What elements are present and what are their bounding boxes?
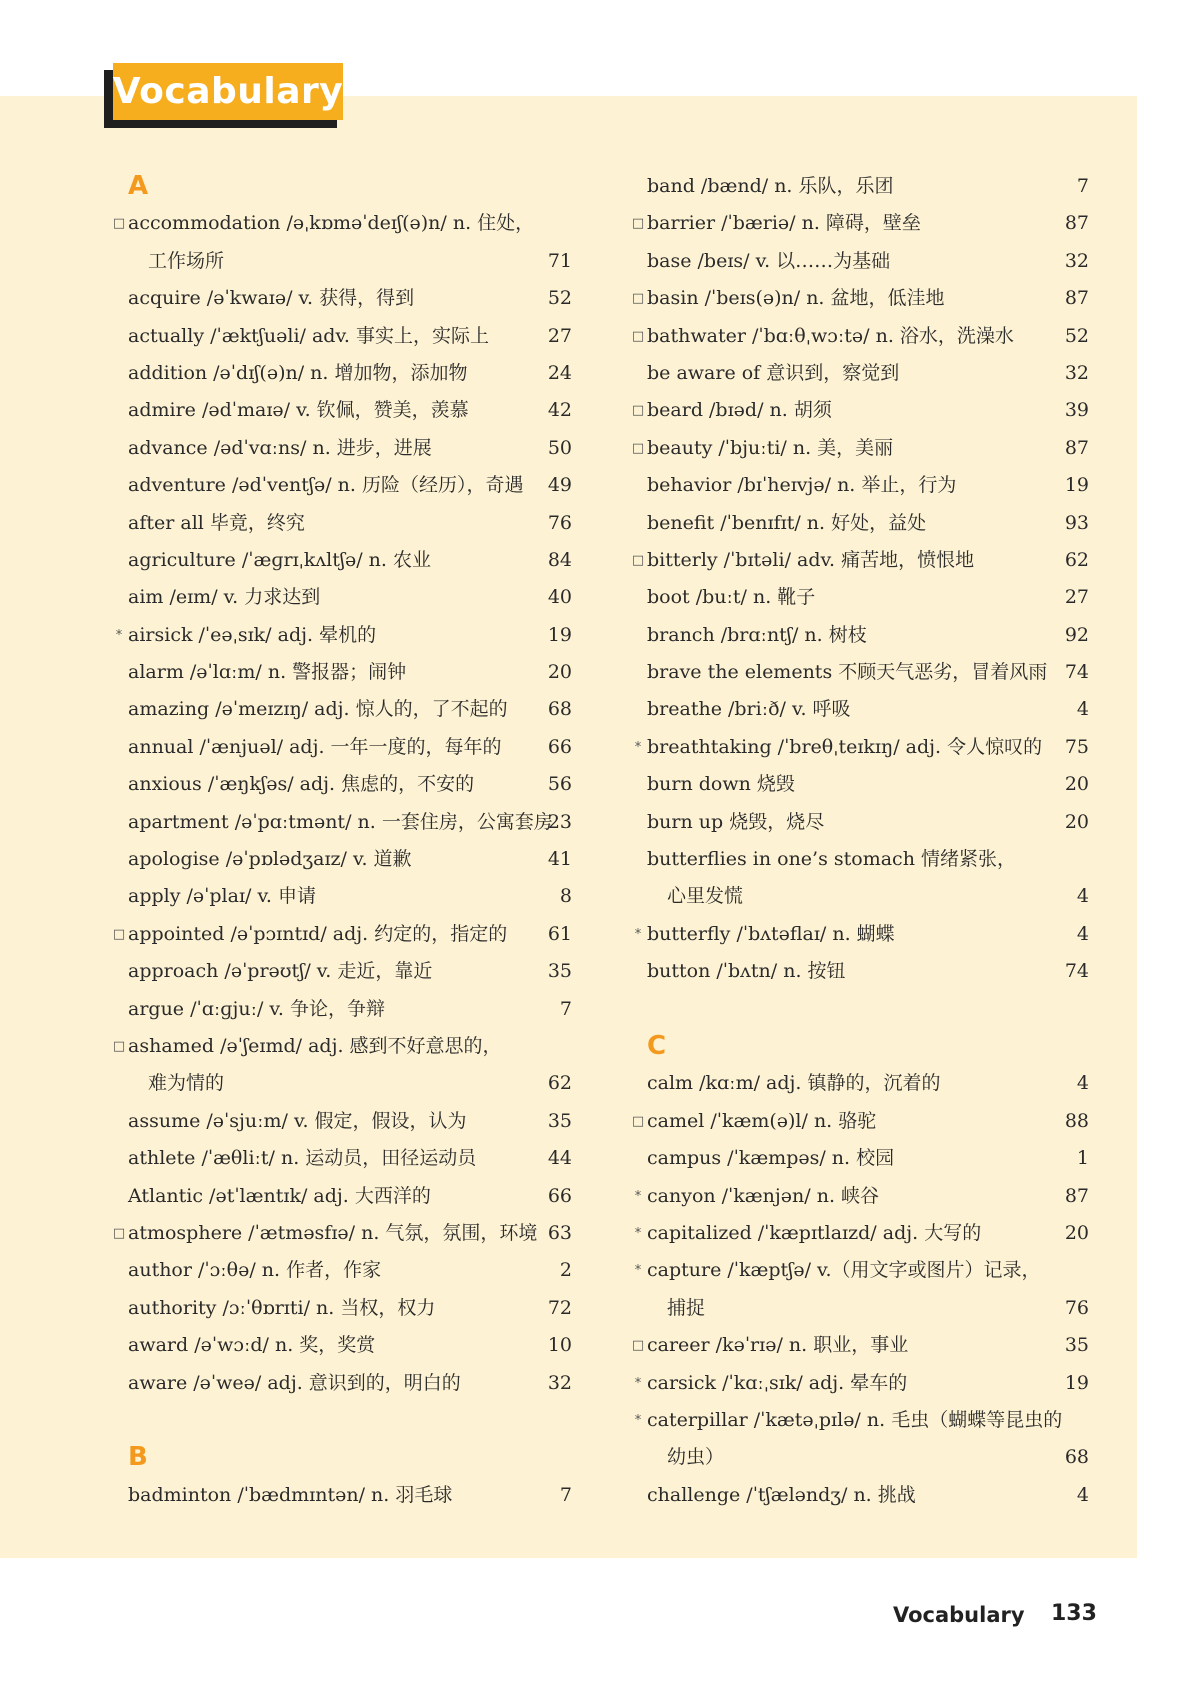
square-marker-icon: □ xyxy=(631,291,645,307)
entry-page-number: 35 xyxy=(547,1109,572,1132)
vocabulary-entry xyxy=(112,1477,572,1514)
vocabulary-entry xyxy=(631,1252,1089,1289)
entry-text: atmosphere /ˈætməsfɪə/ n. 气氛，氛围，环境 xyxy=(128,1221,538,1244)
entry-text: adventure /ədˈventʃə/ n. 历险（经历），奇遇 xyxy=(128,474,524,497)
entry-page-number: 20 xyxy=(1064,810,1089,833)
entry-page-number: 4 xyxy=(1076,885,1089,908)
page-title: Vocabulary xyxy=(112,71,344,112)
entry-text: canyon /ˈkænjən/ n. 峡谷 xyxy=(647,1184,880,1207)
vocabulary-entry xyxy=(112,878,572,915)
entry-page-number: 20 xyxy=(1064,773,1089,796)
vocabulary-entry xyxy=(112,542,572,579)
vocabulary-entry xyxy=(112,505,572,542)
vocabulary-entry xyxy=(631,1327,1089,1364)
entry-text: 幼虫） xyxy=(667,1446,725,1469)
vocabulary-entry xyxy=(112,729,572,766)
vocabulary-entry xyxy=(112,691,572,728)
vocabulary-entry xyxy=(112,1365,572,1402)
entry-page-number: 74 xyxy=(1064,960,1089,983)
vocabulary-entry xyxy=(112,654,572,691)
entry-page-number: 42 xyxy=(547,399,572,422)
section-letter: C xyxy=(647,1030,667,1061)
entry-page-number: 68 xyxy=(1064,1446,1089,1469)
square-marker-icon: □ xyxy=(631,1338,645,1354)
entry-page-number: 4 xyxy=(1076,1483,1089,1506)
entry-text: actually /ˈæktʃuəli/ adv. 事实上，实际上 xyxy=(128,324,490,347)
square-marker-icon: □ xyxy=(112,1038,126,1054)
vocabulary-entry xyxy=(112,1103,572,1140)
entry-text: capitalized /ˈkæpɪtlaɪzd/ adj. 大写的 xyxy=(647,1221,982,1244)
entry-text: addition /əˈdɪʃ(ə)n/ n. 增加物，添加物 xyxy=(128,361,468,384)
entry-page-number: 93 xyxy=(1064,511,1089,534)
entry-page-number: 41 xyxy=(547,848,572,871)
entry-text: amazing /əˈmeɪzɪŋ/ adj. 惊人的，了不起的 xyxy=(128,698,508,721)
section-letter: A xyxy=(128,171,149,201)
section-letter: B xyxy=(128,1442,148,1473)
entry-text: challenge /ˈtʃæləndʒ/ n. 挑战 xyxy=(647,1483,916,1506)
vocabulary-entry xyxy=(631,542,1089,579)
entry-page-number: 35 xyxy=(547,960,572,983)
vocabulary-entry xyxy=(631,243,1089,280)
vocabulary-entry xyxy=(112,953,572,990)
entry-text: authority /ɔːˈθɒrɪti/ n. 当权，权力 xyxy=(128,1296,436,1319)
entry-page-number: 68 xyxy=(547,698,572,721)
entry-page-number: 7 xyxy=(559,997,572,1020)
entry-text: 难为情的 xyxy=(148,1072,225,1095)
square-marker-icon: □ xyxy=(112,926,126,942)
entry-text: be aware of 意识到，察觉到 xyxy=(647,361,900,384)
vocabulary-entry xyxy=(631,168,1089,205)
vocabulary-entry xyxy=(112,280,572,317)
entry-page-number: 39 xyxy=(1064,399,1089,422)
entry-text: breathtaking /ˈbreθˌteɪkɪŋ/ adj. 令人惊叹的 xyxy=(647,735,1043,758)
entry-page-number: 87 xyxy=(1064,1184,1089,1207)
entry-text: 心里发慌 xyxy=(667,885,744,908)
entry-text: campus /ˈkæmpəs/ n. 校园 xyxy=(647,1147,895,1170)
vocabulary-entry xyxy=(112,430,572,467)
vocabulary-entry xyxy=(631,916,1089,953)
entry-text: behavior /bɪˈheɪvjə/ n. 举止，行为 xyxy=(647,474,957,497)
entry-page-number: 72 xyxy=(547,1296,572,1319)
vocabulary-entry xyxy=(112,916,572,953)
entry-page-number: 27 xyxy=(547,324,572,347)
square-marker-icon: □ xyxy=(631,216,645,232)
entry-text: beauty /ˈbjuːti/ n. 美，美丽 xyxy=(647,436,894,459)
entry-text: band /bænd/ n. 乐队，乐团 xyxy=(647,175,894,197)
entry-page-number: 19 xyxy=(547,623,572,646)
entry-text: apply /əˈplaɪ/ v. 申请 xyxy=(128,885,317,908)
entry-text: ashamed /əˈʃeɪmd/ adj. 感到不好意思的， xyxy=(128,1034,502,1057)
vocabulary-entry xyxy=(631,617,1089,654)
vocabulary-entry xyxy=(631,654,1089,691)
entry-text: approach /əˈprəʊtʃ/ v. 走近，靠近 xyxy=(128,960,433,983)
entry-text: author /ˈɔːθə/ n. 作者，作家 xyxy=(128,1259,382,1282)
entry-text: athlete /ˈæθliːt/ n. 运动员，田径运动员 xyxy=(128,1147,477,1170)
entry-text: apologise /əˈpɒlədʒaɪz/ v. 道歉 xyxy=(128,848,412,871)
vocabulary-entry xyxy=(631,953,1089,990)
vocabulary-entry xyxy=(112,1252,572,1289)
entry-page-number: 1 xyxy=(1076,1147,1089,1170)
vocabulary-entry xyxy=(112,579,572,616)
entry-text: after all 毕竟，终究 xyxy=(128,511,305,534)
entry-page-number: 71 xyxy=(547,249,572,272)
entry-page-number: 2 xyxy=(559,1259,572,1282)
vocabulary-entry xyxy=(631,318,1089,355)
entry-text: advance /ədˈvɑːns/ n. 进步，进展 xyxy=(128,436,432,459)
entry-page-number: 56 xyxy=(547,773,572,796)
entry-page-number: 88 xyxy=(1064,1109,1089,1132)
entry-text: burn up 烧毁，烧尽 xyxy=(647,810,825,833)
entry-text: burn down 烧毁 xyxy=(647,773,795,796)
entry-text: bitterly /ˈbɪtəli/ adv. 痛苦地，愤恨地 xyxy=(647,548,975,571)
entry-page-number: 32 xyxy=(547,1371,572,1394)
vocabulary-entry xyxy=(631,430,1089,467)
vocabulary-left-column xyxy=(112,168,572,1514)
asterisk-marker-icon: * xyxy=(634,1412,642,1428)
entry-text: appointed /əˈpɔɪntɪd/ adj. 约定的，指定的 xyxy=(128,922,508,945)
section-spacer xyxy=(112,1402,572,1439)
square-marker-icon: □ xyxy=(631,328,645,344)
asterisk-marker-icon: * xyxy=(115,627,123,643)
vocabulary-entry xyxy=(631,766,1089,803)
footer-label: Vocabulary xyxy=(893,1603,1025,1627)
entry-page-number: 7 xyxy=(559,1483,572,1506)
entry-page-number: 20 xyxy=(547,661,572,684)
entry-text: admire /ədˈmaɪə/ v. 钦佩，赞美，羡慕 xyxy=(128,399,469,422)
vocabulary-entry xyxy=(112,1028,572,1065)
entry-page-number: 84 xyxy=(547,548,572,571)
vocabulary-entry xyxy=(112,766,572,803)
vocabulary-entry xyxy=(631,1103,1089,1140)
square-marker-icon: □ xyxy=(112,216,126,232)
vocabulary-entry xyxy=(631,691,1089,728)
entry-text: bathwater /ˈbɑːθˌwɔːtə/ n. 浴水，洗澡水 xyxy=(647,324,1014,347)
entry-text: branch /brɑːntʃ/ n. 树枝 xyxy=(647,623,867,646)
vocabulary-entry xyxy=(631,355,1089,392)
entry-page-number: 19 xyxy=(1064,474,1089,497)
entry-page-number: 87 xyxy=(1064,287,1089,310)
vocabulary-entry xyxy=(112,205,572,242)
entry-text: alarm /əˈlɑːm/ n. 警报器；闹钟 xyxy=(128,661,407,684)
vocabulary-entry xyxy=(631,1178,1089,1215)
vocabulary-entry xyxy=(631,1402,1089,1439)
entry-text: 捕捉 xyxy=(667,1296,706,1319)
entry-text: aim /eɪm/ v. 力求达到 xyxy=(128,586,321,609)
entry-page-number: 20 xyxy=(1064,1221,1089,1244)
entry-page-number: 62 xyxy=(547,1072,572,1095)
entry-text: butterflies in one’s stomach 情绪紧张， xyxy=(647,848,1016,871)
entry-text: camel /ˈkæm(ə)l/ n. 骆驼 xyxy=(647,1109,877,1132)
entry-text: Atlantic /ətˈlæntɪk/ adj. 大西洋的 xyxy=(128,1184,431,1207)
title-banner xyxy=(113,63,343,120)
entry-text: accommodation /əˌkɒməˈdeɪʃ(ə)n/ n. 住处， xyxy=(128,212,535,235)
entry-text: base /beɪs/ v. 以……为基础 xyxy=(647,249,891,272)
vocabulary-entry xyxy=(631,467,1089,504)
entry-page-number: 92 xyxy=(1064,623,1089,646)
asterisk-marker-icon: * xyxy=(634,926,642,942)
square-marker-icon: □ xyxy=(631,403,645,419)
entry-page-number: 35 xyxy=(1064,1334,1089,1357)
asterisk-marker-icon: * xyxy=(634,1263,642,1279)
entry-page-number: 40 xyxy=(547,586,572,609)
entry-text: benefit /ˈbenɪfɪt/ n. 好处，益处 xyxy=(647,511,927,534)
entry-text: assume /əˈsjuːm/ v. 假定，假设，认为 xyxy=(128,1109,467,1132)
entry-page-number: 44 xyxy=(547,1147,572,1170)
entry-text: airsick /ˈeəˌsɪk/ adj. 晕机的 xyxy=(128,623,377,646)
entry-text: calm /kɑːm/ adj. 镇静的，沉着的 xyxy=(647,1072,941,1095)
entry-page-number: 52 xyxy=(547,287,572,310)
entry-text: apartment /əˈpɑːtmənt/ n. 一套住房，公寓套房 xyxy=(128,810,553,833)
entry-text: beard /bɪəd/ n. 胡须 xyxy=(647,399,832,422)
square-marker-icon: □ xyxy=(631,440,645,456)
entry-text: button /ˈbʌtn/ n. 按钮 xyxy=(647,960,846,983)
entry-text: boot /buːt/ n. 靴子 xyxy=(647,586,816,609)
entry-text: barrier /ˈbæriə/ n. 障碍，壁垒 xyxy=(647,212,921,235)
vocabulary-entry xyxy=(631,579,1089,616)
entry-page-number: 24 xyxy=(547,361,572,384)
vocabulary-entry-continuation xyxy=(112,1065,572,1102)
vocabulary-entry xyxy=(631,505,1089,542)
vocabulary-entry xyxy=(112,1290,572,1327)
entry-text: breathe /briːð/ v. 呼吸 xyxy=(647,698,851,721)
entry-page-number: 62 xyxy=(1064,548,1089,571)
entry-page-number: 66 xyxy=(547,1184,572,1207)
asterisk-marker-icon: * xyxy=(634,1225,642,1241)
entry-text: caterpillar /ˈkætəˌpɪlə/ n. 毛虫（蝴蝶等昆虫的 xyxy=(647,1408,1063,1431)
entry-text: carsick /ˈkɑːˌsɪk/ adj. 晕车的 xyxy=(647,1371,908,1394)
vocabulary-entry xyxy=(112,355,572,392)
vocabulary-entry xyxy=(631,1477,1089,1514)
entry-page-number: 76 xyxy=(1064,1296,1089,1319)
entry-text: acquire /əˈkwaɪə/ v. 获得，得到 xyxy=(128,287,415,310)
vocabulary-entry xyxy=(631,804,1089,841)
entry-text: 工作场所 xyxy=(148,249,225,272)
entry-page-number: 61 xyxy=(547,922,572,945)
vocabulary-entry xyxy=(112,841,572,878)
vocabulary-entry xyxy=(631,841,1089,878)
vocabulary-entry xyxy=(112,804,572,841)
entry-page-number: 32 xyxy=(1064,361,1089,384)
vocabulary-entry-continuation xyxy=(112,243,572,280)
vocabulary-entry xyxy=(112,617,572,654)
vocabulary-entry xyxy=(631,729,1089,766)
vocabulary-entry xyxy=(112,467,572,504)
entry-page-number: 10 xyxy=(547,1334,572,1357)
vocabulary-entry xyxy=(631,280,1089,317)
vocabulary-entry xyxy=(631,1365,1089,1402)
vocabulary-entry-continuation xyxy=(631,1439,1089,1476)
vocabulary-entry xyxy=(112,991,572,1028)
entry-page-number: 4 xyxy=(1076,1072,1089,1095)
entry-page-number: 4 xyxy=(1076,698,1089,721)
square-marker-icon: □ xyxy=(631,1113,645,1129)
entry-page-number: 74 xyxy=(1064,661,1089,684)
entry-page-number: 52 xyxy=(1064,324,1089,347)
section-spacer xyxy=(631,991,1089,1028)
vocabulary-entry xyxy=(631,205,1089,242)
vocabulary-right-column xyxy=(631,168,1089,1514)
vocabulary-entry xyxy=(631,1140,1089,1177)
entry-page-number: 8 xyxy=(559,885,572,908)
vocabulary-entry-continuation xyxy=(631,1290,1089,1327)
vocabulary-entry xyxy=(112,1215,572,1252)
entry-text: aware /əˈweə/ adj. 意识到的，明白的 xyxy=(128,1371,461,1394)
entry-text: agriculture /ˈæɡrɪˌkʌltʃə/ n. 农业 xyxy=(128,548,431,571)
entry-text: basin /ˈbeɪs(ə)n/ n. 盆地，低洼地 xyxy=(647,287,945,310)
entry-page-number: 23 xyxy=(547,810,572,833)
entry-text: career /kəˈrɪə/ n. 职业，事业 xyxy=(647,1334,909,1357)
entry-text: anxious /ˈæŋkʃəs/ adj. 焦虑的，不安的 xyxy=(128,773,475,796)
entry-page-number: 49 xyxy=(547,474,572,497)
entry-text: argue /ˈɑːɡjuː/ v. 争论，争辩 xyxy=(128,997,385,1020)
entry-page-number: 4 xyxy=(1076,922,1089,945)
asterisk-marker-icon: * xyxy=(634,1375,642,1391)
entry-text: badminton /ˈbædmɪntən/ n. 羽毛球 xyxy=(128,1483,453,1506)
entry-page-number: 27 xyxy=(1064,586,1089,609)
entry-page-number: 63 xyxy=(547,1221,572,1244)
entry-text: brave the elements 不顾天气恶劣，冒着风雨 xyxy=(647,661,1048,684)
entry-page-number: 87 xyxy=(1064,436,1089,459)
asterisk-marker-icon: * xyxy=(634,739,642,755)
asterisk-marker-icon: * xyxy=(634,1188,642,1204)
vocabulary-entry xyxy=(112,1178,572,1215)
vocabulary-entry xyxy=(112,318,572,355)
vocabulary-entry xyxy=(112,1327,572,1364)
vocabulary-entry xyxy=(112,392,572,429)
entry-text: capture /ˈkæptʃə/ v.（用文字或图片）记录， xyxy=(647,1259,1041,1282)
vocabulary-entry-continuation xyxy=(631,878,1089,915)
entry-page-number: 50 xyxy=(547,436,572,459)
entry-page-number: 87 xyxy=(1064,212,1089,235)
footer-page-number: 133 xyxy=(1051,1601,1097,1626)
entry-text: annual /ˈænjuəl/ adj. 一年一度的，每年的 xyxy=(128,735,502,758)
square-marker-icon: □ xyxy=(631,552,645,568)
entry-text: award /əˈwɔːd/ n. 奖，奖赏 xyxy=(128,1334,376,1357)
entry-page-number: 7 xyxy=(1076,175,1089,197)
entry-text: butterfly /ˈbʌtəflaɪ/ n. 蝴蝶 xyxy=(647,922,895,945)
entry-page-number: 19 xyxy=(1064,1371,1089,1394)
vocabulary-entry xyxy=(631,1065,1089,1102)
entry-page-number: 75 xyxy=(1064,735,1089,758)
entry-page-number: 32 xyxy=(1064,249,1089,272)
square-marker-icon: □ xyxy=(112,1225,126,1241)
vocabulary-entry xyxy=(631,1215,1089,1252)
entry-page-number: 76 xyxy=(547,511,572,534)
vocabulary-entry xyxy=(112,1140,572,1177)
entry-page-number: 66 xyxy=(547,735,572,758)
vocabulary-entry xyxy=(631,392,1089,429)
